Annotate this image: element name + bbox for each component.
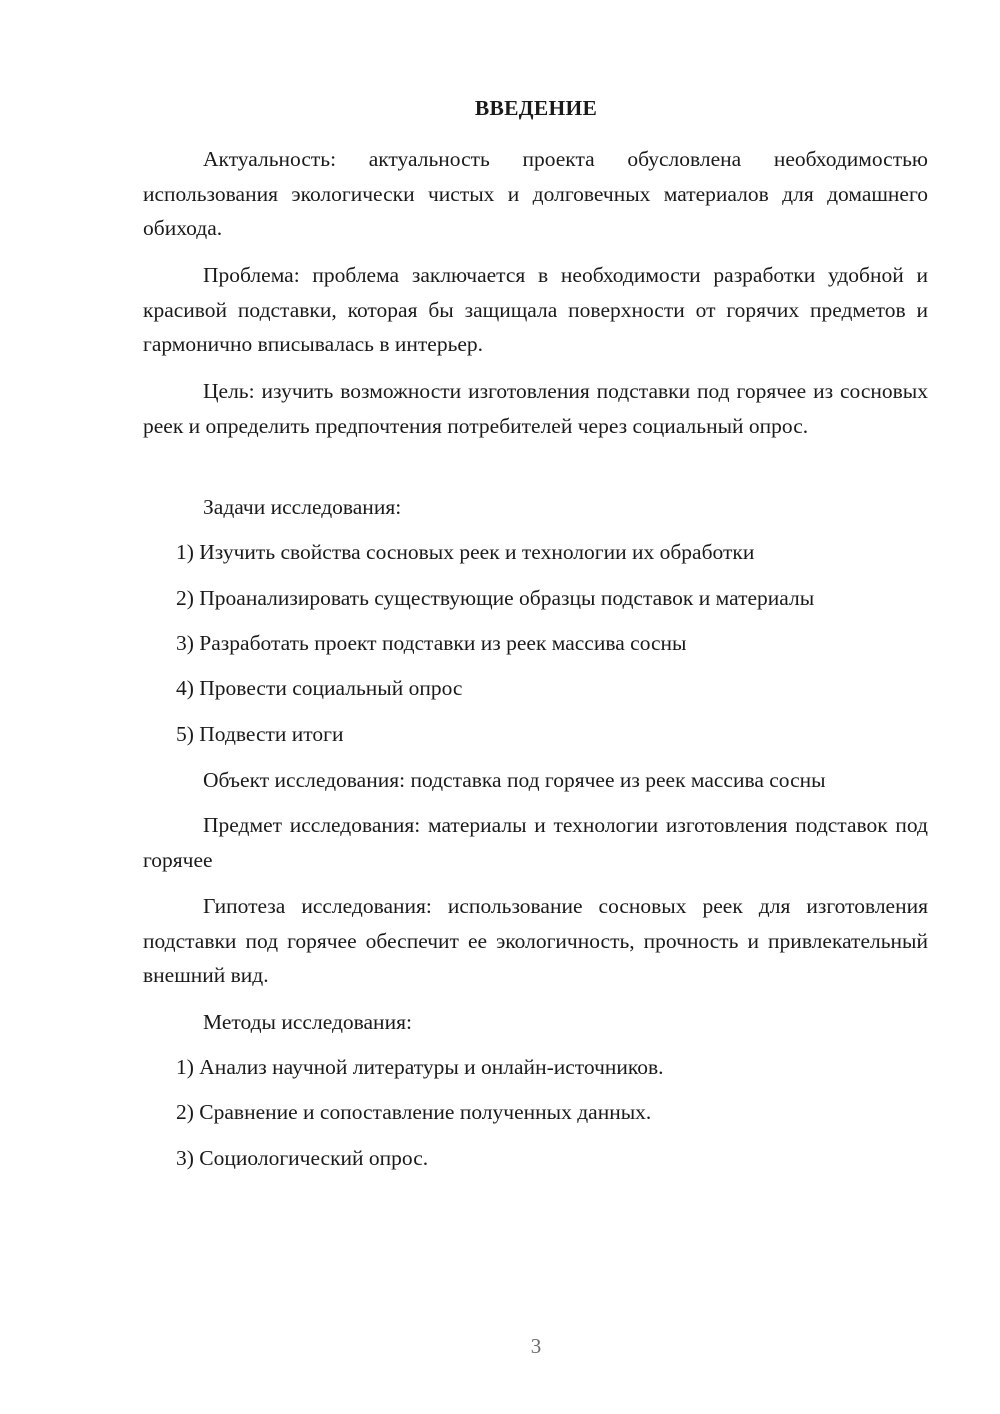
task-item-2: 2) Проанализировать существующие образцы подставок и материалы bbox=[176, 586, 815, 610]
hypothesis-paragraph: Гипотеза исследования: использование сосновых реек для изготовления подставки под горячее обеспечит ее экологичность, прочность и привлекательный внешний вид. bbox=[143, 894, 928, 987]
task-item-5: 5) Подвести итоги bbox=[176, 722, 344, 746]
relevance-paragraph: Актуальность: актуальность проекта обусловлена необходимостью использования экологически чистых и долговечных материалов для домашнего обихода. bbox=[143, 147, 928, 240]
tasks-title: Задачи исследования: bbox=[203, 495, 402, 519]
goal-paragraph: Цель: изучить возможности изготовления подставки под горячее из сосновых реек и определить предпочтения потребителей через социальный опрос. bbox=[143, 379, 928, 438]
methods-title: Методы исследования: bbox=[203, 1010, 412, 1034]
page-number: 3 bbox=[530, 1334, 542, 1358]
method-item-3: 3) Социологический опрос. bbox=[176, 1146, 429, 1170]
page-title: ВВЕДЕНИЕ bbox=[474, 96, 598, 120]
problem-paragraph: Проблема: проблема заключается в необходимости разработки удобной и красивой подставки, которая бы защищала поверхности от горячих предметов и гармонично вписывалась в интерьер. bbox=[143, 263, 928, 356]
method-item-1: 1) Анализ научной литературы и онлайн-источников. bbox=[176, 1055, 664, 1079]
method-item-2: 2) Сравнение и сопоставление полученных данных. bbox=[176, 1100, 652, 1124]
object-paragraph: Объект исследования: подставка под горячее из реек массива сосны bbox=[203, 768, 826, 792]
task-item-4: 4) Провести социальный опрос bbox=[176, 676, 463, 700]
task-item-1: 1) Изучить свойства сосновых реек и технологии их обработки bbox=[176, 540, 755, 564]
subject-paragraph: Предмет исследования: материалы и технологии изготовления подставок под горячее bbox=[143, 813, 928, 872]
task-item-3: 3) Разработать проект подставки из реек массива сосны bbox=[176, 631, 687, 655]
